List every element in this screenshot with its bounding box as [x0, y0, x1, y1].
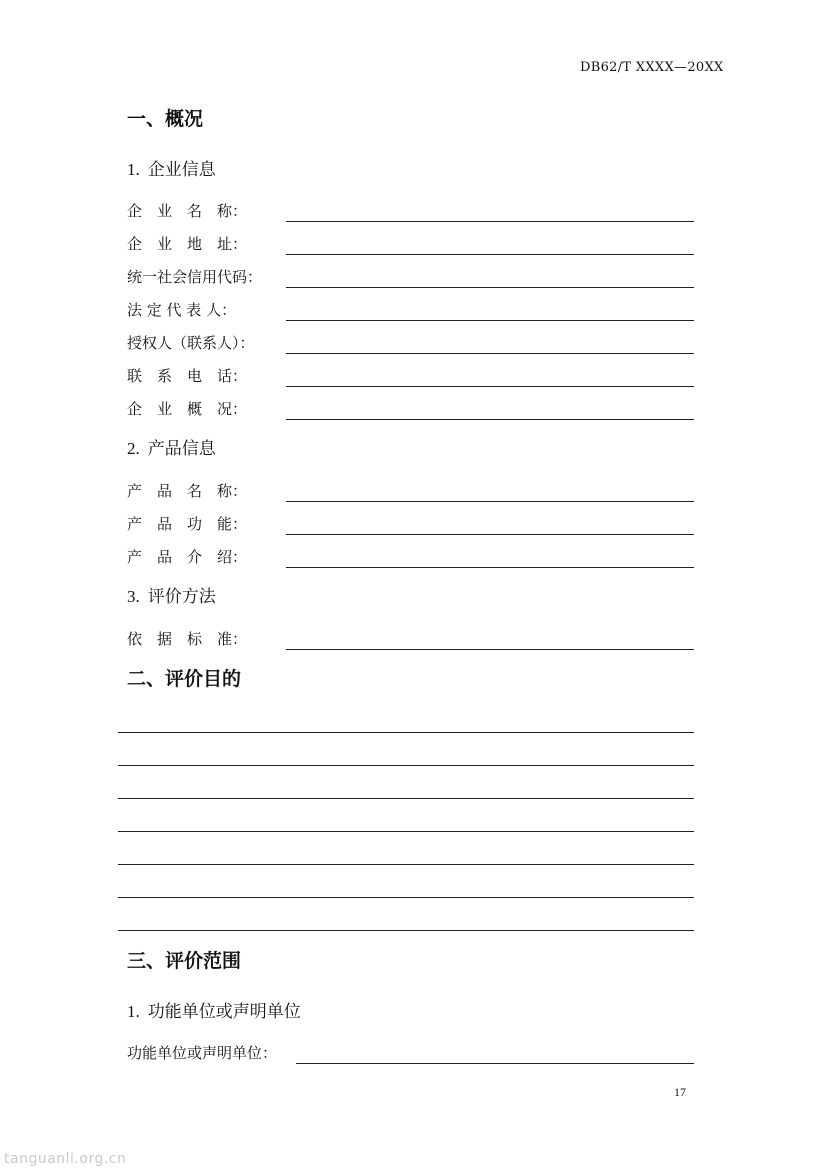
section-2-title: 二、评价目的 [127, 668, 242, 690]
field-authorized-contact[interactable] [127, 332, 694, 354]
section-3-title: 三、评价范围 [127, 950, 242, 972]
field-credit-code[interactable] [127, 266, 694, 288]
field-label: 法 定 代 表 人： [127, 301, 237, 319]
subsection-number: 2. [127, 439, 140, 458]
writing-line[interactable] [118, 930, 694, 931]
field-label: 联 系 电 话： [127, 367, 248, 385]
writing-line[interactable] [118, 831, 694, 832]
field-product-description[interactable] [127, 546, 694, 568]
subsection-title: 功能单位或声明单位 [147, 1002, 301, 1022]
subsection-number: 3. [127, 587, 140, 606]
field-contact-phone[interactable] [127, 365, 694, 387]
subsection-functional-unit [127, 997, 301, 1022]
subsection-title: 产品信息 [147, 439, 216, 459]
underline-input[interactable] [286, 254, 694, 255]
section-1-title: 一、概况 [127, 108, 204, 130]
page-number: 17 [674, 1085, 686, 1099]
field-label: 产 品 名 称： [127, 482, 248, 500]
writing-line[interactable] [118, 765, 694, 766]
field-label: 统一社会信用代码： [127, 268, 263, 286]
writing-line[interactable] [118, 897, 694, 898]
underline-input[interactable] [286, 320, 694, 321]
underline-input[interactable] [286, 649, 694, 650]
field-label: 产 品 功 能： [127, 515, 248, 533]
underline-input[interactable] [286, 567, 694, 568]
subsection-title: 评价方法 [147, 587, 216, 607]
document-code: DB62/T XXXX—20XX [580, 60, 724, 75]
field-label: 依 据 标 准： [127, 630, 248, 648]
field-label: 企 业 概 况： [127, 400, 248, 418]
subsection-number: 1. [127, 1002, 140, 1021]
field-company-name[interactable] [127, 200, 694, 222]
watermark: tanguanli.org.cn [4, 1151, 127, 1167]
writing-line[interactable] [118, 732, 694, 733]
underline-input[interactable] [286, 501, 694, 502]
field-legal-representative[interactable] [127, 299, 694, 321]
writing-line[interactable] [118, 798, 694, 799]
subsection-product-info [127, 434, 216, 459]
underline-input[interactable] [286, 419, 694, 420]
underline-input[interactable] [286, 353, 694, 354]
underline-input[interactable] [286, 221, 694, 222]
underline-input[interactable] [286, 534, 694, 535]
underline-input[interactable] [286, 386, 694, 387]
subsection-number: 1. [127, 160, 140, 179]
field-reference-standard[interactable] [127, 628, 694, 650]
field-label: 功能单位或声明单位： [127, 1044, 278, 1062]
field-company-overview[interactable] [127, 398, 694, 420]
subsection-title: 企业信息 [147, 160, 216, 180]
field-product-name[interactable] [127, 480, 694, 502]
writing-line[interactable] [118, 864, 694, 865]
underline-input[interactable] [296, 1063, 694, 1064]
field-company-address[interactable] [127, 233, 694, 255]
field-label: 企 业 地 址： [127, 235, 248, 253]
subsection-evaluation-method [127, 582, 216, 607]
field-label: 企 业 名 称： [127, 202, 248, 220]
underline-input[interactable] [286, 287, 694, 288]
field-label: 授权人（联系人）： [127, 334, 255, 352]
field-functional-unit[interactable] [127, 1042, 694, 1064]
field-product-function[interactable] [127, 513, 694, 535]
field-label: 产 品 介 绍： [127, 548, 248, 566]
subsection-company-info [127, 155, 216, 180]
